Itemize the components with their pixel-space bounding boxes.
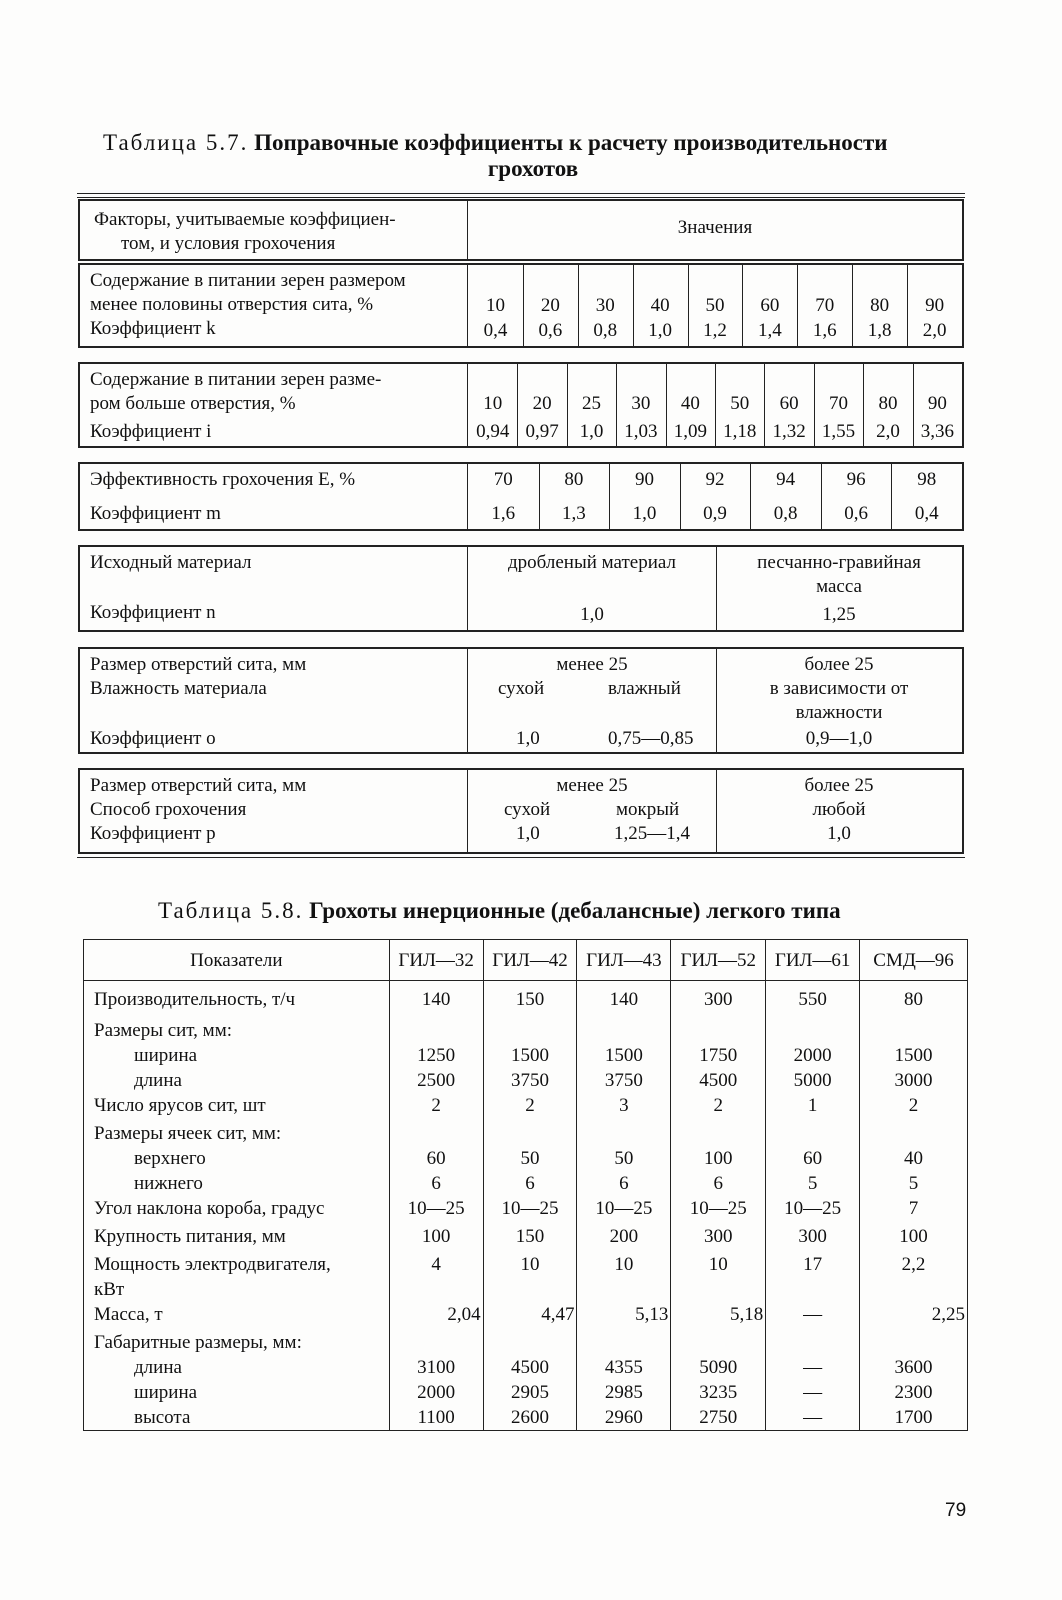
row-label: длина xyxy=(84,1068,390,1093)
table-row xyxy=(84,981,968,1013)
cell-value: 4500 xyxy=(483,1355,577,1380)
cell-value: 100 xyxy=(671,1146,766,1171)
caption-title: Поправочные коэффициенты к расчету производительности xyxy=(254,130,888,155)
o-coef-wet: 0,75—0,85 xyxy=(608,728,694,749)
cell-value: 60 xyxy=(389,1146,483,1171)
p-label: Размер отверстий сита, мм xyxy=(90,775,307,796)
m-coef-value: 1,6 xyxy=(491,503,516,524)
cell-value: 3750 xyxy=(577,1068,671,1093)
row-label: кВт xyxy=(84,1277,390,1302)
block-k xyxy=(78,263,964,348)
cell-value: 3 xyxy=(577,1093,671,1121)
row-label: длина xyxy=(84,1355,390,1380)
k-coef-value: 1,4 xyxy=(758,320,782,341)
cell-value: 1 xyxy=(766,1093,860,1121)
n-mat-b-2: масса xyxy=(816,576,862,597)
cell-value: 300 xyxy=(671,981,766,1013)
i-content-value: 20 xyxy=(532,393,552,414)
row-label: ширина xyxy=(84,1043,390,1068)
rule xyxy=(77,857,965,858)
column-divider xyxy=(578,265,579,346)
o-coef-dry: 1,0 xyxy=(516,728,540,749)
k-contents-row xyxy=(468,294,962,318)
column-divider xyxy=(567,364,568,446)
i-coef-value: 0,94 xyxy=(476,421,510,442)
k-coef-value: 0,4 xyxy=(483,320,508,341)
header-values: Значения xyxy=(677,217,753,238)
table-row xyxy=(84,1355,968,1380)
caption-label: Таблица 5.7. xyxy=(103,130,249,155)
row-label: Производительность, т/ч xyxy=(84,981,390,1013)
cell-value: 150 xyxy=(483,981,577,1013)
o-coef-b: 0,9—1,0 xyxy=(805,728,873,749)
m-eff-row xyxy=(468,468,962,492)
cell-value: 2300 xyxy=(860,1380,968,1405)
i-label-2: ром больше отверстия, % xyxy=(90,393,296,414)
table-row xyxy=(84,1277,968,1302)
m-coef-value: 0,9 xyxy=(703,503,727,524)
table-5-7-header xyxy=(78,199,964,261)
n-label-2: Коэффициент n xyxy=(90,602,216,623)
o-label-3: Коэффициент o xyxy=(90,728,216,749)
cell-value: 6 xyxy=(389,1171,483,1196)
m-eff-value: 70 xyxy=(493,469,513,490)
m-label: Эффективность грохочения E, % xyxy=(90,469,356,490)
table-row xyxy=(84,1330,968,1355)
header-factors-line2: том, и условия грохочения xyxy=(121,233,336,254)
row-label: Размеры сит, мм: xyxy=(84,1012,390,1043)
table-row xyxy=(84,1012,968,1043)
cell-value: 4,47 xyxy=(483,1302,577,1330)
table-row xyxy=(84,1068,968,1093)
table-5-7-caption xyxy=(103,130,963,182)
m-eff-value: 90 xyxy=(634,469,654,490)
k-coef-value: 1,2 xyxy=(703,320,727,341)
row-label: Размеры ячеек сит, мм: xyxy=(84,1121,390,1146)
column-divider xyxy=(539,464,540,529)
m-coef-value: 0,8 xyxy=(773,503,798,524)
cell-value: 2000 xyxy=(389,1380,483,1405)
i-content-value: 30 xyxy=(631,393,651,414)
cell-value xyxy=(671,1012,766,1043)
i-content-value: 90 xyxy=(927,393,947,414)
p-label-2: Способ грохочения xyxy=(90,799,247,820)
page-number: 79 xyxy=(945,1500,967,1521)
m-coef-value: 0,4 xyxy=(914,503,939,524)
cell-value: 1500 xyxy=(483,1043,577,1068)
column-divider xyxy=(814,364,815,446)
column-divider xyxy=(797,265,798,346)
column-divider xyxy=(616,364,617,446)
m-label-2: Коэффициент m xyxy=(90,503,221,524)
i-content-value: 50 xyxy=(730,393,750,414)
k-coef-value: 0,8 xyxy=(593,320,618,341)
cell-value: 2,04 xyxy=(389,1302,483,1330)
i-coef-value: 1,55 xyxy=(821,421,856,442)
k-coef-value: 2,0 xyxy=(922,320,947,341)
cell-value: 5 xyxy=(766,1171,860,1196)
table-header-row xyxy=(84,940,968,981)
table-row xyxy=(84,1043,968,1068)
i-label: Содержание в питании зерен разме- xyxy=(90,369,382,390)
caption-label: Таблица 5.8. xyxy=(158,898,304,923)
column-divider xyxy=(742,265,743,346)
p-coef-b: 1,0 xyxy=(827,823,851,844)
i-coef-value: 0,97 xyxy=(525,421,559,442)
cell-value: 2,25 xyxy=(860,1302,968,1330)
m-coef-value: 1,3 xyxy=(561,503,586,524)
m-coefs-row xyxy=(468,502,962,526)
table-row xyxy=(84,1171,968,1196)
cell-value: 4500 xyxy=(671,1068,766,1093)
p-any: любой xyxy=(812,799,866,820)
m-eff-value: 92 xyxy=(705,469,725,490)
cell-value: — xyxy=(766,1355,860,1380)
column-divider xyxy=(821,464,822,529)
m-eff-value: 98 xyxy=(917,469,937,490)
i-coef-value: 1,0 xyxy=(579,421,604,442)
m-coef-value: 1,0 xyxy=(632,503,657,524)
block-o xyxy=(78,647,964,754)
cell-value: 40 xyxy=(860,1146,968,1171)
k-content-value: 10 xyxy=(485,295,505,316)
row-label: высота xyxy=(84,1405,390,1431)
column-divider xyxy=(750,464,751,529)
column-divider xyxy=(688,265,689,346)
cell-value: 2985 xyxy=(577,1380,671,1405)
cell-value: 140 xyxy=(389,981,483,1013)
table-row xyxy=(84,1302,968,1330)
cell-value: 1700 xyxy=(860,1405,968,1431)
k-coef-value: 0,6 xyxy=(538,320,563,341)
i-content-value: 70 xyxy=(829,393,849,414)
cell-value: 4355 xyxy=(577,1355,671,1380)
cell-value xyxy=(389,1330,483,1355)
o-label-2: Влажность материала xyxy=(90,678,267,699)
block-m xyxy=(78,462,964,531)
k-content-value: 20 xyxy=(540,295,560,316)
table-5-8-caption xyxy=(158,898,841,924)
cell-value: 50 xyxy=(577,1146,671,1171)
row-label: верхнего xyxy=(84,1146,390,1171)
column-divider xyxy=(633,265,634,346)
m-coef-value: 0,6 xyxy=(844,503,869,524)
block-n xyxy=(78,545,964,632)
p-size-b: более 25 xyxy=(804,775,874,796)
column-divider xyxy=(680,464,681,529)
column-divider xyxy=(715,364,716,446)
cell-value: 5,13 xyxy=(577,1302,671,1330)
k-coefs-row xyxy=(468,319,962,343)
cell-value xyxy=(577,1012,671,1043)
i-coef-value: 2,0 xyxy=(876,421,900,442)
n-mat-b: песчанно-гравийная xyxy=(757,552,921,573)
cell-value: 5 xyxy=(860,1171,968,1196)
cell-value xyxy=(860,1277,968,1302)
k-content-value: 90 xyxy=(925,295,945,316)
cell-value: 550 xyxy=(766,981,860,1013)
cell-value xyxy=(860,1330,968,1355)
table-row xyxy=(84,1093,968,1121)
cell-value: — xyxy=(766,1302,860,1330)
k-content-value: 60 xyxy=(760,295,780,316)
k-label-3: Коэффициент k xyxy=(90,318,216,339)
cell-value: 300 xyxy=(766,1224,860,1252)
cell-value xyxy=(389,1121,483,1146)
k-content-value: 40 xyxy=(650,295,670,316)
cell-value xyxy=(671,1330,766,1355)
cell-value: 2,2 xyxy=(860,1252,968,1277)
cell-value: 60 xyxy=(766,1146,860,1171)
o-wet: влажный xyxy=(608,678,681,699)
cell-value: 2 xyxy=(671,1093,766,1121)
p-wet: мокрый xyxy=(616,799,680,820)
row-label: Мощность электродвигателя, xyxy=(84,1252,390,1277)
i-content-value: 40 xyxy=(680,393,700,414)
o-size-a: менее 25 xyxy=(556,654,628,675)
column-divider xyxy=(666,364,667,446)
rule xyxy=(77,193,965,194)
header-model: ГИЛ—61 xyxy=(766,940,860,981)
table-5-8 xyxy=(83,939,968,1431)
cell-value: 2500 xyxy=(389,1068,483,1093)
table-row xyxy=(84,1121,968,1146)
cell-value: 5090 xyxy=(671,1355,766,1380)
row-label: Число ярусов сит, шт xyxy=(84,1093,390,1121)
cell-value xyxy=(483,1121,577,1146)
cell-value xyxy=(766,1277,860,1302)
row-label: Крупность питания, мм xyxy=(84,1224,390,1252)
cell-value: 3235 xyxy=(671,1380,766,1405)
row-label: Масса, т xyxy=(84,1302,390,1330)
i-coef-value: 3,36 xyxy=(920,421,954,442)
cell-value: 3600 xyxy=(860,1355,968,1380)
cell-value: 10 xyxy=(577,1252,671,1277)
table-row xyxy=(84,1252,968,1277)
cell-value xyxy=(389,1277,483,1302)
i-coef-value: 1,32 xyxy=(772,421,806,442)
cell-value: 7 xyxy=(860,1196,968,1224)
cell-value: 1500 xyxy=(860,1043,968,1068)
cell-value: 10—25 xyxy=(389,1196,483,1224)
table-row xyxy=(84,1405,968,1431)
cell-value: 4 xyxy=(389,1252,483,1277)
k-label-2: менее половины отверстия сита, % xyxy=(90,294,374,315)
n-mat-a: дробленый материал xyxy=(508,552,676,573)
cell-value: 10—25 xyxy=(483,1196,577,1224)
header-param: Показатели xyxy=(84,940,390,981)
table-row xyxy=(84,1380,968,1405)
i-coef-value: 1,09 xyxy=(673,421,707,442)
cell-value xyxy=(577,1277,671,1302)
cell-value: 5,18 xyxy=(671,1302,766,1330)
table-row xyxy=(84,1224,968,1252)
cell-value: 2 xyxy=(483,1093,577,1121)
i-content-value: 25 xyxy=(582,393,602,414)
p-size-a: менее 25 xyxy=(556,775,628,796)
row-label: ширина xyxy=(84,1380,390,1405)
cell-value: 1100 xyxy=(389,1405,483,1431)
k-label: Содержание в питании зерен размером xyxy=(90,270,406,291)
cell-value: 100 xyxy=(389,1224,483,1252)
m-eff-value: 80 xyxy=(564,469,584,490)
column-divider xyxy=(863,364,864,446)
cell-value: 140 xyxy=(577,981,671,1013)
cell-value: 3100 xyxy=(389,1355,483,1380)
n-coef-a: 1,0 xyxy=(580,604,604,625)
p-dry: сухой xyxy=(504,799,551,820)
cell-value: 10—25 xyxy=(577,1196,671,1224)
k-coef-value: 1,0 xyxy=(648,320,672,341)
column-divider xyxy=(913,364,914,446)
cell-value xyxy=(766,1330,860,1355)
cell-value: 2750 xyxy=(671,1405,766,1431)
header-model: ГИЛ—42 xyxy=(483,940,577,981)
cell-value: 17 xyxy=(766,1252,860,1277)
column-divider xyxy=(517,364,518,446)
cell-value xyxy=(671,1121,766,1146)
k-content-value: 70 xyxy=(815,295,835,316)
o-size-b: более 25 xyxy=(804,654,874,675)
i-coef-value: 1,18 xyxy=(723,421,757,442)
cell-value: — xyxy=(766,1405,860,1431)
cell-value xyxy=(860,1012,968,1043)
cell-value: 300 xyxy=(671,1224,766,1252)
k-content-value: 50 xyxy=(705,295,725,316)
cell-value: 3000 xyxy=(860,1068,968,1093)
i-content-value: 60 xyxy=(779,393,799,414)
cell-value: 5000 xyxy=(766,1068,860,1093)
cell-value xyxy=(577,1330,671,1355)
p-coef-wet: 1,25—1,4 xyxy=(614,823,690,844)
cell-value: 50 xyxy=(483,1146,577,1171)
row-label: Габаритные размеры, мм: xyxy=(84,1330,390,1355)
m-eff-value: 94 xyxy=(776,469,796,490)
caption-title: Грохоты инерционные (дебалансные) легкого типа xyxy=(309,898,841,923)
row-label: Угол наклона короба, градус xyxy=(84,1196,390,1224)
cell-value: 2905 xyxy=(483,1380,577,1405)
cell-value: 2960 xyxy=(577,1405,671,1431)
k-coef-value: 1,8 xyxy=(867,320,892,341)
column-divider xyxy=(907,265,908,346)
caption-title-line2: грохотов xyxy=(487,156,579,181)
o-label: Размер отверстий сита, мм xyxy=(90,654,307,675)
header-model: ГИЛ—32 xyxy=(389,940,483,981)
column-divider xyxy=(891,464,892,529)
cell-value xyxy=(671,1277,766,1302)
cell-value: 2 xyxy=(860,1093,968,1121)
i-coef-value: 1,03 xyxy=(624,421,658,442)
table-row xyxy=(84,1146,968,1171)
cell-value: 10—25 xyxy=(671,1196,766,1224)
p-coef-dry: 1,0 xyxy=(516,823,540,844)
cell-value: 2 xyxy=(389,1093,483,1121)
cell-value: 6 xyxy=(483,1171,577,1196)
cell-value: 10—25 xyxy=(766,1196,860,1224)
o-dep-2: влажности xyxy=(795,702,883,723)
column-divider xyxy=(764,364,765,446)
column-divider xyxy=(523,265,524,346)
k-coef-value: 1,6 xyxy=(812,320,837,341)
o-dep: в зависимости от xyxy=(769,678,909,699)
p-label-3: Коэффициент p xyxy=(90,823,216,844)
header-model: ГИЛ—43 xyxy=(577,940,671,981)
cell-value xyxy=(766,1012,860,1043)
header-model: СМД—96 xyxy=(860,940,968,981)
column-divider xyxy=(852,265,853,346)
row-label: нижнего xyxy=(84,1171,390,1196)
cell-value xyxy=(389,1012,483,1043)
cell-value: 100 xyxy=(860,1224,968,1252)
i-label-3: Коэффициент i xyxy=(90,421,212,442)
i-content-value: 80 xyxy=(878,393,898,414)
o-dry: сухой xyxy=(498,678,545,699)
k-content-value: 80 xyxy=(870,295,890,316)
cell-value: 1500 xyxy=(577,1043,671,1068)
cell-value: 6 xyxy=(577,1171,671,1196)
m-eff-value: 96 xyxy=(846,469,866,490)
n-coef-b: 1,25 xyxy=(822,604,856,625)
cell-value: 3750 xyxy=(483,1068,577,1093)
k-content-value: 30 xyxy=(595,295,615,316)
cell-value: 1250 xyxy=(389,1043,483,1068)
cell-value xyxy=(483,1330,577,1355)
header-factors: Факторы, учитываемые коэффициен- xyxy=(94,209,396,230)
header-model: ГИЛ—52 xyxy=(671,940,766,981)
block-i xyxy=(78,362,964,448)
i-content-value: 10 xyxy=(483,393,503,414)
table-row xyxy=(84,1196,968,1224)
cell-value xyxy=(483,1277,577,1302)
cell-value: 200 xyxy=(577,1224,671,1252)
cell-value: 10 xyxy=(483,1252,577,1277)
n-label: Исходный материал xyxy=(90,552,252,573)
rule xyxy=(77,197,965,198)
block-p xyxy=(78,768,964,854)
cell-value xyxy=(860,1121,968,1146)
cell-value: 2000 xyxy=(766,1043,860,1068)
cell-value: 6 xyxy=(671,1171,766,1196)
cell-value: 10 xyxy=(671,1252,766,1277)
column-divider xyxy=(609,464,610,529)
cell-value xyxy=(577,1121,671,1146)
cell-value: 80 xyxy=(860,981,968,1013)
cell-value: 150 xyxy=(483,1224,577,1252)
cell-value: 1750 xyxy=(671,1043,766,1068)
cell-value: — xyxy=(766,1380,860,1405)
cell-value: 2600 xyxy=(483,1405,577,1431)
cell-value xyxy=(483,1012,577,1043)
cell-value xyxy=(766,1121,860,1146)
